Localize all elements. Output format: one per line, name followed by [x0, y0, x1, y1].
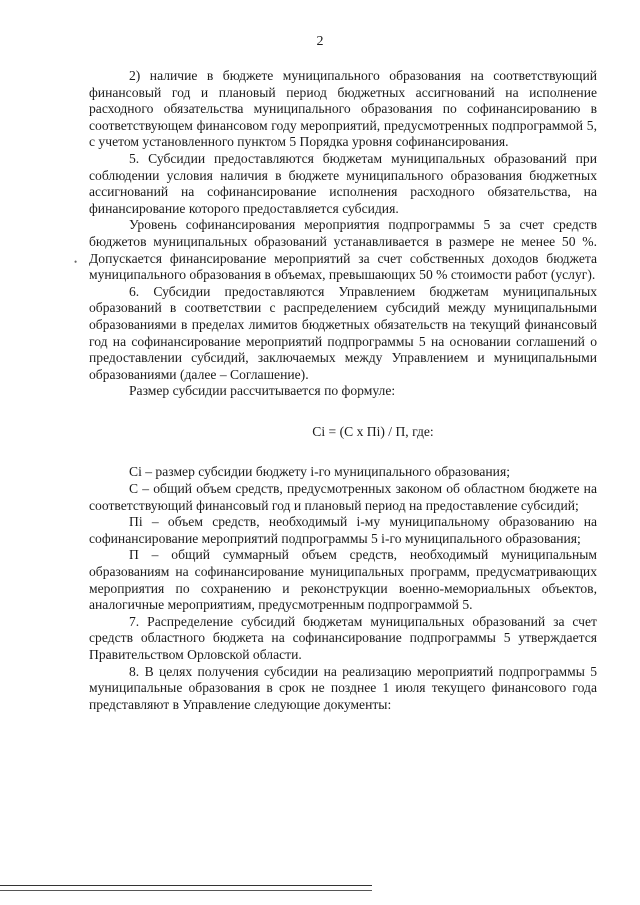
footer-rule	[0, 885, 372, 886]
page-number: 2	[316, 34, 324, 49]
definition-ci: Ci – размер субсидии бюджету i-го муниципального образования;	[129, 464, 510, 480]
paragraph-cofinancing-level: Уровень софинансирования мероприятия подпрограммы 5 за счет средств бюджетов муниципальных образований устанавливается в размере не менее 50 %. Допускается финансирование мероприятий за счет собственных доходов бюджета муниципального образования в объемах, превышающих 50 % стоимости работ (услуг).	[89, 217, 597, 283]
definition-p: П – общий суммарный объем средств, необходимый муниципальным образованиям на софинансирование муниципальных программ, предусматривающих мероприятия по сохранению и реконструкции военно-мемориальных объектов, аналогичные мероприятиям, предусмотренным подпрограммой 5.	[89, 547, 597, 613]
definition-pi: Пi – объем средств, необходимый i-му муниципальному образованию на софинансирование мероприятий подпрограммы 5 i-го муниципального образования;	[89, 514, 597, 546]
document-body	[89, 68, 597, 713]
definition-c: С – общий объем средств, предусмотренных законом об областном бюджете на соответствующий финансовый год и плановый период на предоставление субсидий;	[89, 481, 597, 513]
paragraph-clause-6: 6. Субсидии предоставляются Управлением бюджетам муниципальных образований в соответствии с распределением субсидий между муниципальными образованиями в пределах лимитов бюджетных обязательств на текущий финансовый год на софинансирование мероприятий подпрограммы 5 на основании соглашений о предоставлении субсидий, заключаемых между Управлением и муниципальными образованиями (далее – Соглашение).	[89, 283, 597, 382]
margin-mark: •	[74, 257, 78, 267]
paragraph-formula-intro: Размер субсидии рассчитывается по формуле:	[129, 383, 396, 399]
paragraph-clause-8: 8. В целях получения субсидии на реализацию мероприятий подпрограммы 5 муниципальные образования в срок не позднее 1 июля текущего финансового года представляют в Управление следующие документы:	[89, 663, 597, 712]
paragraph-clause-7: 7. Распределение субсидий бюджетам муниципальных образований за счет средств областного бюджета на софинансирование подпрограммы 5 утверждается Правительством Орловской области.	[89, 613, 597, 662]
paragraph-clause-5: 5. Субсидии предоставляются бюджетам муниципальных образований при соблюдении условия наличия в бюджете муниципального образования бюджетных ассигнований на софинансирование исполнения расходного обязательства, на финансирование которого предоставляется субсидия.	[89, 150, 597, 216]
paragraph-condition-2: 2) наличие в бюджете муниципального образования на соответствующий финансовый год и плановый период бюджетных ассигнований на исполнение расходного обязательства муниципального образования по софинансированию в соответствующем финансовом году мероприятий, предусмотренных подпрограммой 5, с учетом установленного пунктом 5 Порядка уровня софинансирования.	[89, 68, 597, 150]
footer-rule-secondary	[0, 890, 372, 891]
subsidy-formula: Ci = (C x Пi) / П, где:	[312, 423, 434, 439]
